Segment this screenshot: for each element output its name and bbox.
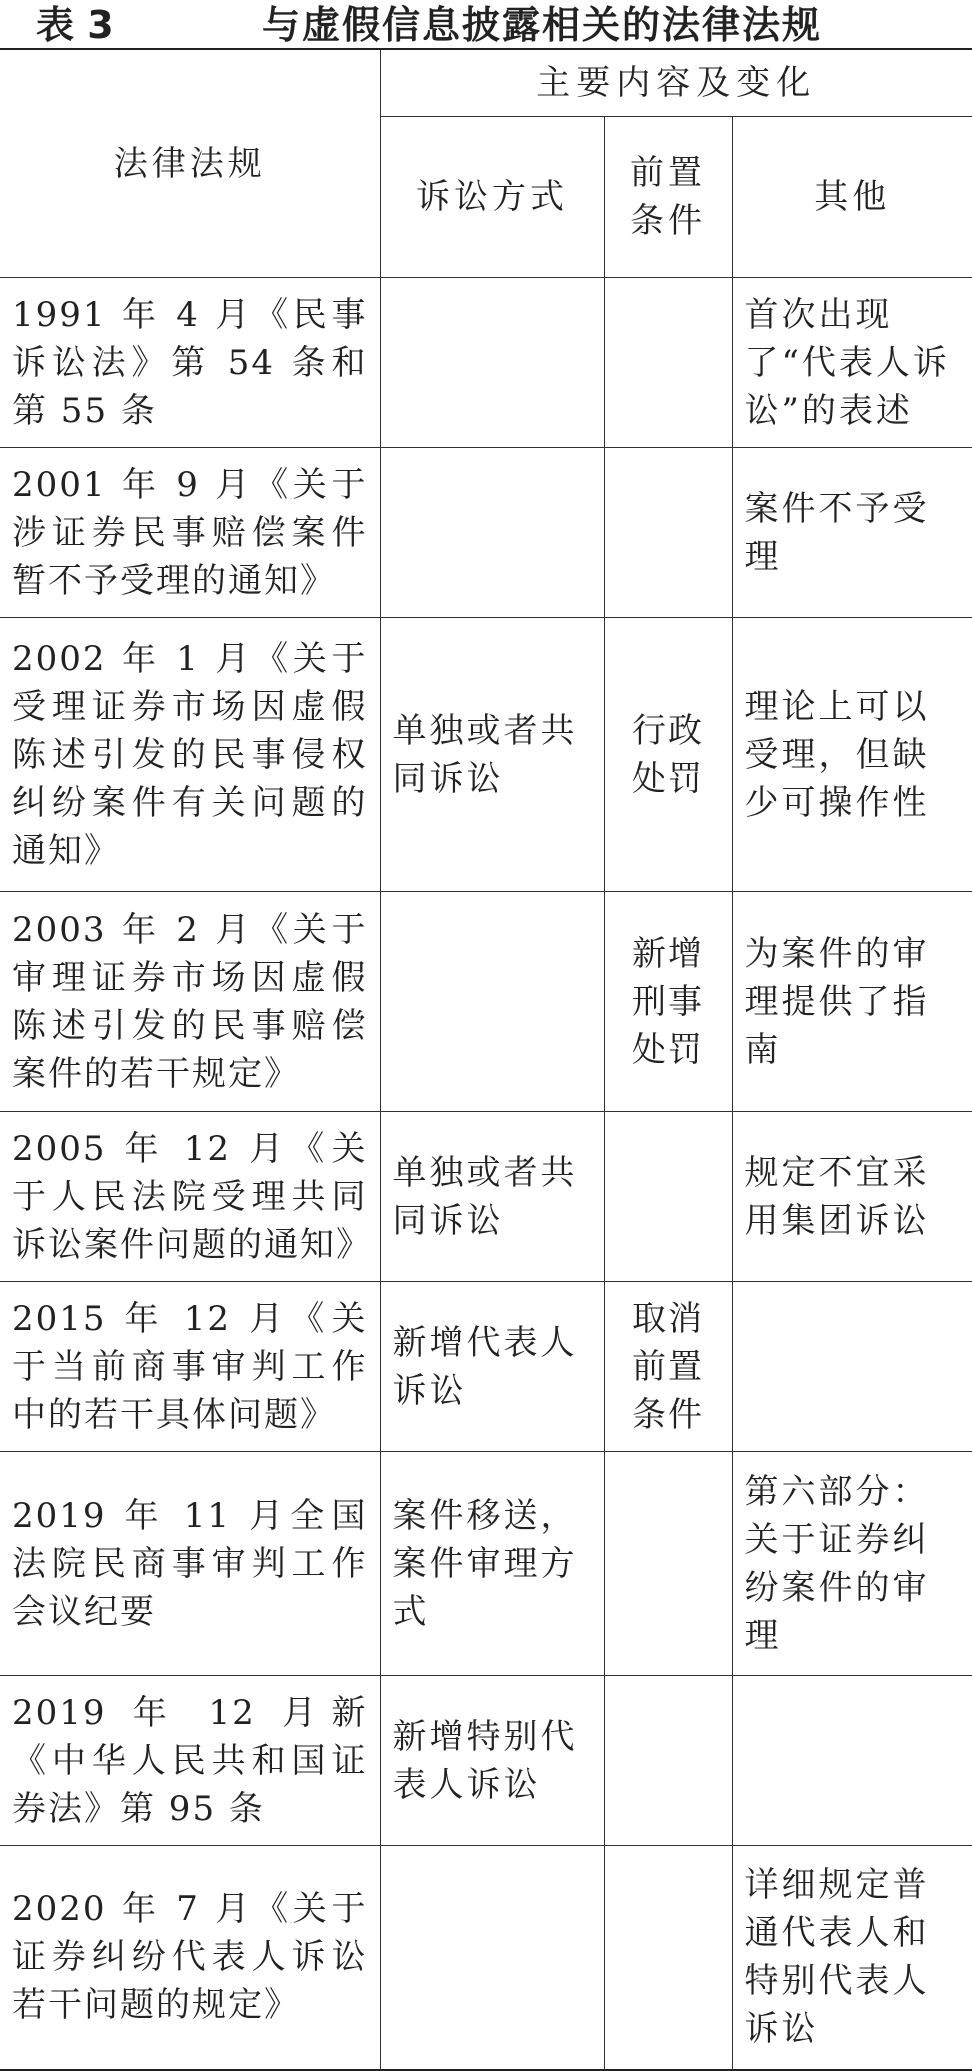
precondition-cell — [604, 278, 732, 448]
method-cell — [380, 278, 604, 448]
law-cell: 2015 年 12 月《关于当前商事审判工作中的若干具体问题》 — [0, 1282, 380, 1452]
precondition-cell: 取消前置条件 — [604, 1282, 732, 1452]
header-precondition: 前置条件 — [604, 117, 732, 278]
law-cell: 2003 年 2 月《关于审理证券市场因虚假陈述引发的民事赔偿案件的若干规定》 — [0, 892, 380, 1112]
method-cell: 单独或者共同诉讼 — [380, 618, 604, 892]
precondition-cell — [604, 1112, 732, 1282]
law-cell: 2019 年 11 月全国法院民商事审判工作会议纪要 — [0, 1452, 380, 1676]
table-row — [0, 1452, 972, 1676]
laws-table — [0, 48, 972, 2071]
table-number: 表 3 — [36, 3, 114, 47]
table-row — [0, 1112, 972, 1282]
law-cell: 2002 年 1 月《关于受理证券市场因虚假陈述引发的民事侵权纠纷案件有关问题的通知》 — [0, 618, 380, 892]
table-body — [0, 278, 972, 2070]
other-cell: 第六部分：关于证券纠纷案件的审理 — [732, 1452, 972, 1676]
method-cell — [380, 892, 604, 1112]
precondition-cell — [604, 1846, 732, 2070]
precondition-cell: 行政处罚 — [604, 618, 732, 892]
method-cell: 新增特别代表人诉讼 — [380, 1676, 604, 1846]
law-cell: 2019 年 12 月新《中华人民共和国证券法》第 95 条 — [0, 1676, 380, 1846]
law-cell: 2020 年 7 月《关于证券纠纷代表人诉讼若干问题的规定》 — [0, 1846, 380, 2070]
method-cell — [380, 1846, 604, 2070]
law-cell: 2005 年 12 月《关于人民法院受理共同诉讼案件问题的通知》 — [0, 1112, 380, 1282]
other-cell: 首次出现了“代表人诉讼”的表述 — [732, 278, 972, 448]
header-row-top — [0, 49, 972, 117]
table-row — [0, 448, 972, 618]
other-cell: 为案件的审理提供了指南 — [732, 892, 972, 1112]
method-cell: 新增代表人诉讼 — [380, 1282, 604, 1452]
other-cell: 案件不予受理 — [732, 448, 972, 618]
other-cell: 详细规定普通代表人和特别代表人诉讼 — [732, 1846, 972, 2070]
table-row — [0, 618, 972, 892]
table-header — [0, 49, 972, 278]
table-row — [0, 1676, 972, 1846]
header-law: 法律法规 — [0, 49, 380, 278]
law-cell: 1991 年 4 月《民事诉讼法》第 54 条和第 55 条 — [0, 278, 380, 448]
table-caption — [0, 4, 972, 46]
table-row — [0, 278, 972, 448]
other-cell: 理论上可以受理，但缺少可操作性 — [732, 618, 972, 892]
table-title: 与虚假信息披露相关的法律法规 — [262, 3, 823, 47]
method-cell: 单独或者共同诉讼 — [380, 1112, 604, 1282]
other-cell: 规定不宜采用集团诉讼 — [732, 1112, 972, 1282]
other-cell — [732, 1282, 972, 1452]
table-row — [0, 1282, 972, 1452]
precondition-cell: 新增刑事处罚 — [604, 892, 732, 1112]
law-cell: 2001 年 9 月《关于涉证券民事赔偿案件暂不予受理的通知》 — [0, 448, 380, 618]
method-cell: 案件移送，案件审理方式 — [380, 1452, 604, 1676]
precondition-cell — [604, 1676, 732, 1846]
precondition-cell — [604, 448, 732, 618]
header-litigation-method: 诉讼方式 — [380, 117, 604, 278]
header-other: 其他 — [732, 117, 972, 278]
header-main-content: 主要内容及变化 — [380, 49, 972, 117]
precondition-cell — [604, 1452, 732, 1676]
other-cell — [732, 1676, 972, 1846]
method-cell — [380, 448, 604, 618]
table-row — [0, 1846, 972, 2070]
table-row — [0, 892, 972, 1112]
